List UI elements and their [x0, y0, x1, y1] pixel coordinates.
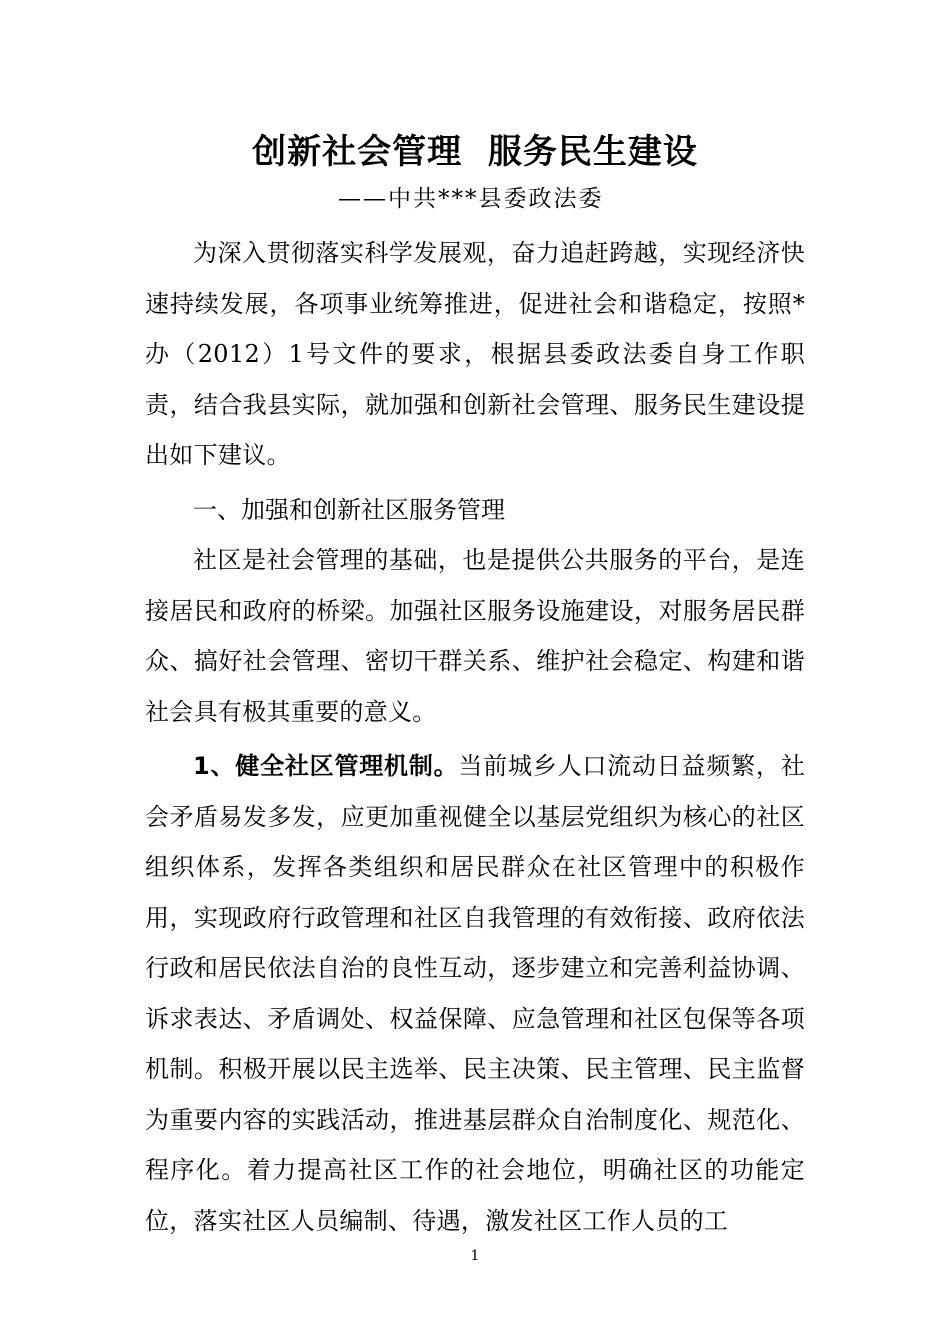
document-title: 创新社会管理 服务民生建设 [252, 132, 698, 172]
document-subtitle: ——中共***县委政法委 [338, 186, 604, 212]
item-1-lead: 1、健全社区管理机制。 [193, 752, 459, 780]
page-number: 1 [470, 1248, 480, 1264]
section-1-paragraph: 社区是社会管理的基础，也是提供公共服务的平台，是连接居民和政府的桥梁。加强社区服务设施建设，对服务居民群众、搞好社会管理、密切干群关系、维护社会稳定、构建和谐社会具有极其重要的意义。 [145, 546, 805, 726]
item-1-text: 当前城乡人口流动日益频繁，社会矛盾易发多发，应更加重视健全以基层党组织为核心的社区组织体系，发挥各类组织和居民群众在社区管理中的积极作用，实现政府行政管理和社区自我管理的有效衔接、政府依法行政和居民依法自治的良性互动，逐步建立和完善利益协调、诉求表达、矛盾调处、权益保障、应急管理和社区包保等各项机制。积极开展以民主选举、民主决策、民主管理、民主监督为重要内容的实践活动，推进基层群众自治制度化、规范化、程序化。着力提高社区工作的社会地位，明确社区的功能定位，落实社区人员编制、待遇，激发社区工作人员的工 [145, 752, 805, 1235]
section-1-heading: 一、加强和创新社区服务管理 [193, 495, 505, 524]
document-body [145, 228, 805, 1246]
item-1-paragraph [145, 741, 805, 1246]
intro-paragraph: 为深入贯彻落实科学发展观，奋力追赶跨越，实现经济快速持续发展，各项事业统筹推进，促进社会和谐稳定，按照*办（2012）1号文件的要求，根据县委政法委自身工作职责，结合我县实际，就加强和创新社会管理、服务民生建设提出如下建议。 [145, 239, 805, 469]
